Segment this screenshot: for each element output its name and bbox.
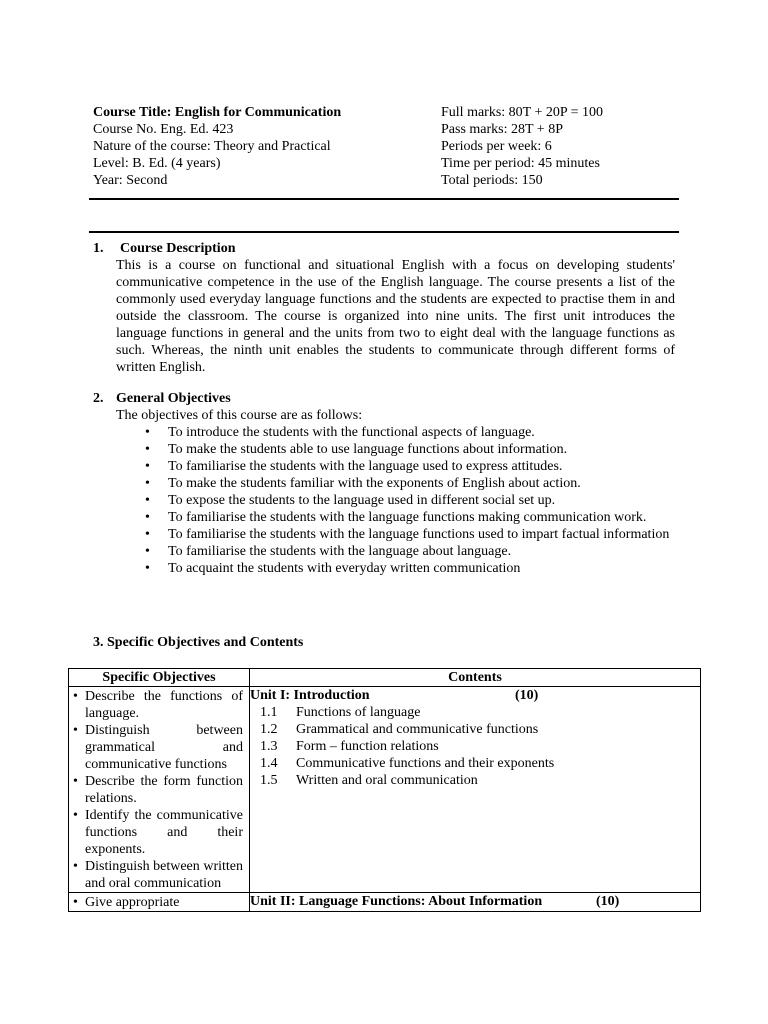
list-item: • To introduce the students with the functional aspects of language. (145, 425, 535, 440)
table-row (69, 687, 701, 893)
list-item: • To make the students familiar with the exponents of English about action. (145, 476, 581, 491)
pass-marks: Pass marks: 28T + 8P (441, 122, 563, 137)
unit-2-heading (250, 893, 700, 910)
course-nature: Nature of the course: Theory and Practical (93, 139, 331, 154)
bullet-icon: • (145, 425, 150, 440)
list-item: • Describe the functions of language. (73, 689, 243, 721)
list-item: • To familiarise the students with the language functions making communication work. (145, 510, 647, 525)
bullet-icon: • (73, 774, 78, 789)
list-item: • Distinguish between written and oral communication (73, 859, 243, 891)
list-item: • Give appropriate (73, 895, 180, 910)
bullet-icon: • (145, 561, 150, 576)
section-specific-objectives (93, 634, 675, 651)
bullet-icon: • (73, 859, 78, 874)
section-2-title: General Objectives (116, 391, 231, 406)
column-header-objectives: Specific Objectives (69, 669, 250, 687)
unit-1-heading (250, 687, 700, 704)
unit-1-marks: (10) (515, 688, 539, 703)
bullet-icon: • (73, 808, 78, 823)
unit-1-objectives-cell (69, 687, 250, 893)
header-right (441, 104, 701, 189)
unit-2-objectives-cell (69, 893, 250, 912)
section-course-description (93, 240, 675, 376)
section-1-heading (93, 240, 675, 257)
bullet-icon: • (145, 510, 150, 525)
unit-2-contents-cell (250, 893, 701, 912)
bullet-icon: • (145, 544, 150, 559)
course-level: Level: B. Ed. (4 years) (93, 156, 221, 171)
list-item: 1.2 Grammatical and communicative functions (260, 722, 539, 737)
unit-1-title: Unit I: Introduction (250, 688, 370, 703)
bullet-icon: • (145, 459, 150, 474)
section-3-title: 3. Specific Objectives and Contents (93, 635, 304, 650)
list-item: • To expose the students to the language used in different social set up. (145, 493, 556, 508)
time-per-period: Time per period: 45 minutes (441, 156, 600, 171)
unit-2-marks: (10) (596, 894, 620, 909)
section-1-number: 1. (93, 241, 104, 256)
list-item: • To acquaint the students with everyday written communication (145, 561, 521, 576)
unit-2-objectives (69, 893, 249, 911)
list-item: 1.3 Form – function relations (260, 739, 439, 754)
objectives-contents-table (68, 668, 701, 912)
unit-2-title: Unit II: Language Functions: About Information (250, 894, 543, 909)
table-row (69, 893, 701, 912)
unit-1-items (250, 704, 700, 789)
list-item: • To familiarise the students with the language used to express attitudes. (145, 459, 563, 474)
bullet-icon: • (145, 493, 150, 508)
list-item: • Describe the form function relations. (73, 774, 243, 806)
course-number: Course No. Eng. Ed. 423 (93, 122, 234, 137)
table-header-row (69, 669, 701, 687)
list-item: • To familiarise the students with the language about language. (145, 544, 512, 559)
periods-per-week: Periods per week: 6 (441, 139, 552, 154)
list-item: 1.5 Written and oral communication (260, 773, 478, 788)
full-marks: Full marks: 80T + 20P = 100 (441, 105, 604, 120)
section-1-title: Course Description (120, 241, 236, 256)
section-general-objectives (93, 390, 675, 577)
bullet-icon: • (145, 527, 150, 542)
header-divider-top (89, 198, 679, 200)
list-item: • Distinguish between grammatical and communicative functions (73, 723, 243, 772)
header-divider-bottom (89, 231, 679, 233)
bullet-icon: • (73, 723, 78, 738)
objectives-intro: The objectives of this course are as follows: (116, 408, 363, 423)
section-2-heading (93, 390, 675, 407)
bullet-icon: • (145, 476, 150, 491)
course-year: Year: Second (93, 173, 168, 188)
list-item: • To make the students able to use language functions about information. (145, 442, 568, 457)
total-periods: Total periods: 150 (441, 173, 543, 188)
bullet-icon: • (73, 689, 78, 704)
bullet-icon: • (73, 895, 78, 910)
unit-1-objectives (69, 687, 249, 892)
section-2-number: 2. (93, 391, 104, 406)
list-item: • Identify the communicative functions and their exponents. (73, 808, 243, 857)
bullet-icon: • (145, 442, 150, 457)
list-item: • To familiarise the students with the language functions used to impart factual information (145, 527, 670, 542)
unit-1-contents-cell (250, 687, 701, 893)
course-title: Course Title: English for Communication (93, 105, 342, 120)
list-item: 1.4 Communicative functions and their exponents (260, 756, 555, 771)
list-item: 1.1 Functions of language (260, 705, 421, 720)
objectives-list (93, 424, 675, 577)
header-left (93, 104, 423, 189)
column-header-contents: Contents (250, 669, 701, 687)
course-description-text: This is a course on functional and situational English with a focus on developing students' communicative competence in the use of the English language. The course presents a list of the commonly used everyday language functions and the students are expected to practise them in and outside the classroom. The course is organized into nine units. The first unit introduces the language functions in general and the units from two to eight deal with the language functions as such. Whereas, the ninth unit enables the students to communicate through different forms of written English. (116, 258, 675, 375)
